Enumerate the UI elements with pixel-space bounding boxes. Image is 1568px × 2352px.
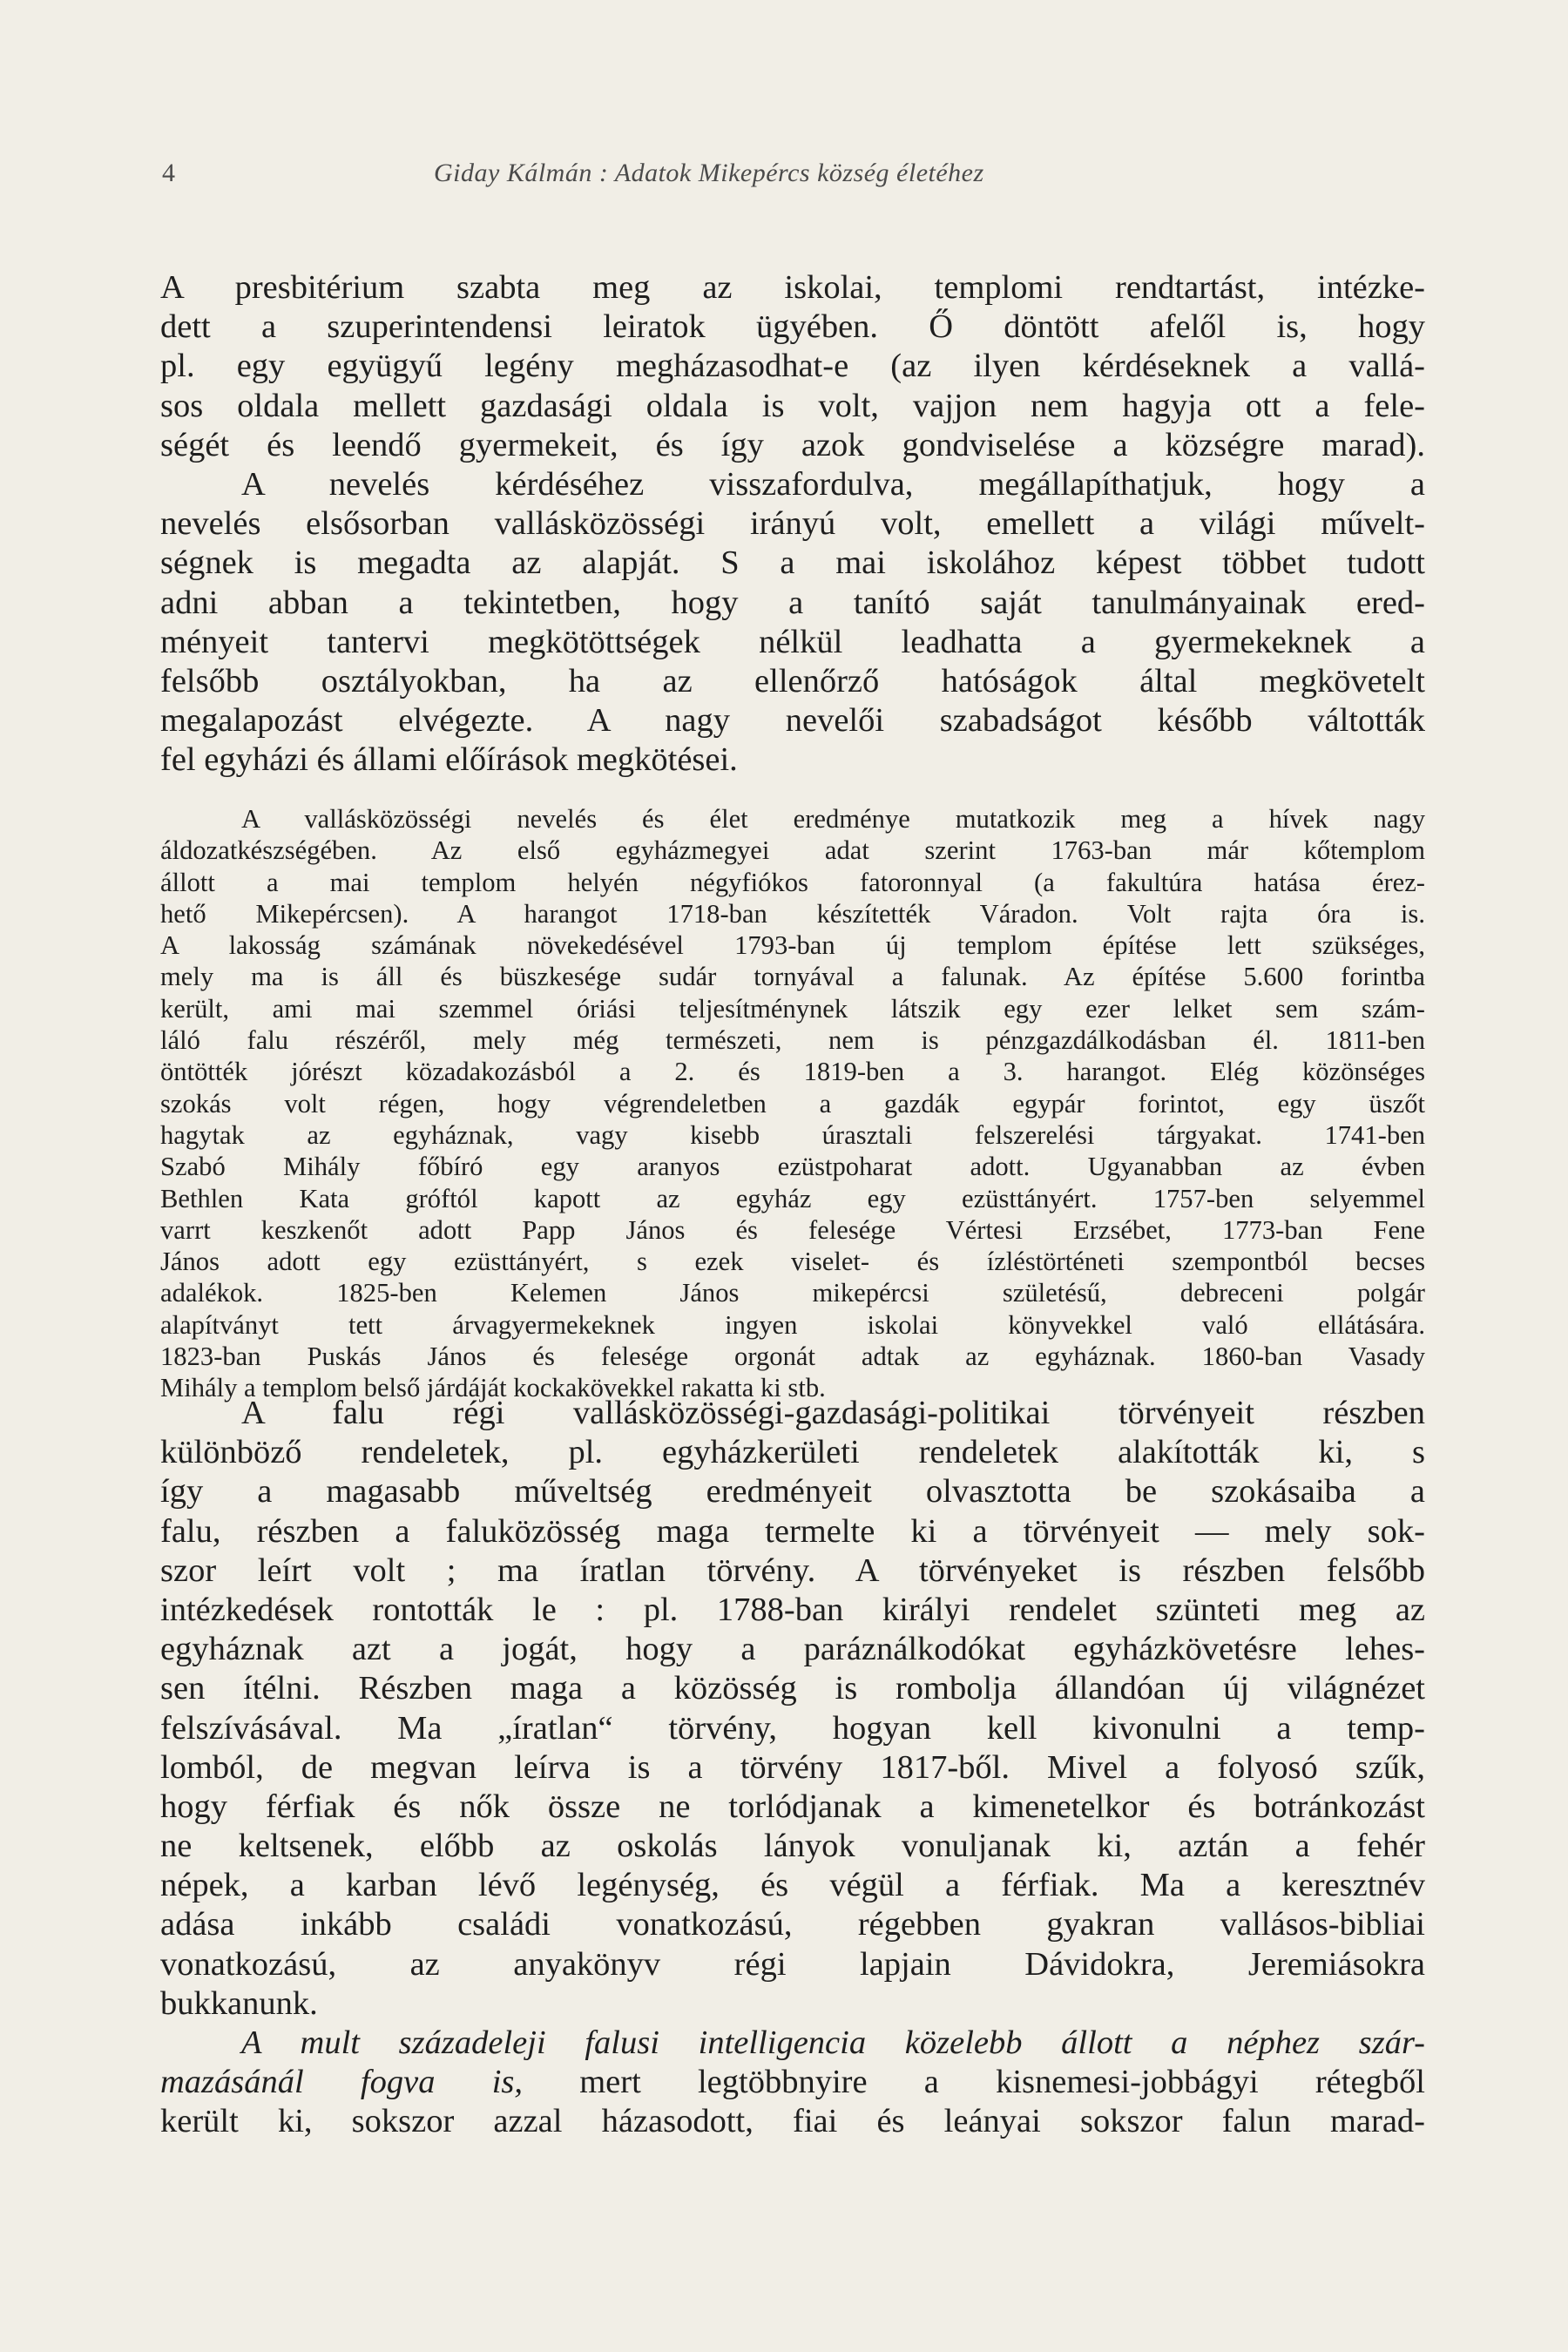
text-line: 1823-ban Puskás János és felesége orgonát adtak az egyháznak. 1860-ban Vasady xyxy=(160,1342,1425,1372)
text-line: öntötték jórészt közadakozásból a 2. és 1819-ben a 3. harangot. Elég közönséges xyxy=(160,1057,1425,1087)
text-line: ményeit tantervi megkötöttségek nélkül leadhatta a gyermekeknek a xyxy=(160,623,1425,660)
text-line: sos oldala mellett gazdasági oldala is volt, vajjon nem hagyja ott a fele- xyxy=(160,387,1425,424)
text-line: ségnek is megadta az alapját. S a mai iskolához képest többet tudott xyxy=(160,544,1425,582)
italic-text: mazásánál fogva is, xyxy=(160,2064,523,2101)
text-line: Bethlen Kata gróftól kapott az egyház egy ezüsttányért. 1757-ben selyemmel xyxy=(160,1183,1425,1213)
text-line: adása inkább családi vonatkozású, régebben gyakran vallásos-bibliai xyxy=(160,1906,1425,1943)
text-line: felszívásával. Ma „íratlan“ törvény, hogyan kell kivonulni a temp- xyxy=(160,1709,1425,1747)
text-line: népek, a karban lévő legénység, és végül a férfiak. Ma a keresztnév xyxy=(160,1867,1425,1904)
text-line: intézkedések rontották le : pl. 1788-ban királyi rendelet szünteti meg az xyxy=(160,1591,1425,1628)
text-line: ne keltsenek, előbb az oskolás lányok vonuljanak ki, aztán a fehér xyxy=(160,1828,1425,1865)
text-line: került, ami mai szemmel óriási teljesítménynek látszik egy ezer lelket sem szám- xyxy=(160,993,1425,1024)
text-span: mert legtöbbnyire a kisnemesi-jobbágyi rétegből xyxy=(523,2064,1425,2101)
text-line: Szabó Mihály főbíró egy aranyos ezüstpoharat adott. Ugyanabban az évben xyxy=(160,1152,1425,1182)
text-line: megalapozást elvégezte. A nagy nevelői szabadságot később váltották xyxy=(160,702,1425,740)
text-line: ségét és leendő gyermekeit, és így azok gondviselése a községre marad). xyxy=(160,426,1425,463)
text-line: hető Mikepércsen). A harangot 1718-ban készítették Váradon. Volt rajta óra is. xyxy=(160,898,1425,929)
text-line: egyháznak azt a jogát, hogy a paráználkodókat egyházkövetésre lehes- xyxy=(160,1631,1425,1668)
text-line: varrt keszkenőt adott Papp János és felesége Vértesi Erzsébet, 1773-ban Fene xyxy=(160,1214,1425,1245)
running-title: Giday Kálmán : Adatok Mikepércs község életéhez xyxy=(434,159,984,187)
page-number: 4 xyxy=(162,159,176,187)
text-line: adalékok. 1825-ben Kelemen János mikepércsi születésű, debreceni polgár xyxy=(160,1278,1425,1308)
italic-text: A mult századeleji falusi intelligencia közelebb állott a néphez szár- xyxy=(241,2024,1425,2061)
text-line: így a magasabb műveltség eredményeit olvasztotta be szokásaiba a xyxy=(160,1473,1425,1511)
text-line: hagytak az egyháznak, vagy kisebb úrasztali felszerelési tárgyakat. 1741-ben xyxy=(160,1119,1425,1150)
text-line: dett a szuperintendensi leiratok ügyében. Ő döntött afelől is, hogy xyxy=(160,308,1425,346)
italic-paragraph-line-3: került ki, sokszor azzal házasodott, fiai és leányai sokszor falun marad- xyxy=(160,2103,1425,2140)
text-line: A falu régi vallásközösségi-gazdasági-politikai törvényeit részben xyxy=(241,1395,1425,1431)
text-line: bukkanunk. xyxy=(160,1984,318,2022)
text-line: adni abban a tekintetben, hogy a tanító saját tanulmányainak ered- xyxy=(160,584,1425,621)
text-line: nevelés elsősorban vallásközösségi irányú volt, emellett a világi művelt- xyxy=(160,505,1425,543)
text-line: különböző rendeletek, pl. egyházkerületi rendeletek alakították ki, s xyxy=(160,1434,1425,1471)
text-line: A vallásközösségi nevelés és élet eredménye mutatkozik meg a hívek nagy xyxy=(241,804,1425,834)
text-line: áldozatkészségében. Az első egyházmegyei adat szerint 1763-ban már kőtemplom xyxy=(160,835,1425,866)
text-line: alapítványt tett árvagyermekeknek ingyen iskolai könyvekkel való ellátására. xyxy=(160,1309,1425,1340)
text-line: A nevelés kérdéséhez visszafordulva, megállapíthatjuk, hogy a xyxy=(241,465,1425,503)
text-line: pl. egy együgyű legény megházasodhat-e (az ilyen kérdéseknek a vallá- xyxy=(160,348,1425,385)
text-line: lomból, de megvan leírva is a törvény 1817-ből. Mivel a folyosó szűk, xyxy=(160,1748,1425,1786)
main-text-block-1 xyxy=(160,268,1425,780)
text-line: A lakosság számának növekedésével 1793-ban új templom építése lett szükséges, xyxy=(160,930,1425,961)
text-line: sen ítélni. Részben maga a közösség is rombolja állandóan új világnézet xyxy=(160,1670,1425,1707)
text-line: szor leírt volt ; ma íratlan törvény. A törvényeket is részben felsőbb xyxy=(160,1551,1425,1589)
text-line: állott a mai templom helyén négyfiókos fatoronnyal (a fakultúra hatása érez- xyxy=(160,867,1425,897)
text-line: vonatkozású, az anyakönyv régi lapjain Dávidokra, Jeremiásokra xyxy=(160,1945,1425,1983)
italic-paragraph-line-2 xyxy=(160,2063,1425,2102)
text-line: mely ma is áll és büszkesége sudár tornyával a falunak. Az építése 5.600 forintba xyxy=(160,962,1425,992)
text-line: fel egyházi és állami előírások megkötései. xyxy=(160,741,738,779)
small-print-block xyxy=(160,803,1425,1404)
text-line: falu, részben a faluközösség maga termelte ki a törvényeit — mely sok- xyxy=(160,1512,1425,1550)
text-line: János adott egy ezüsttányért, s ezek viselet- és ízléstörténeti szempontból becses xyxy=(160,1247,1425,1277)
main-text-block-2 xyxy=(160,1394,1425,2142)
text-line: szokás volt régen, hogy végrendeletben a gazdák egypár forintot, egy üszőt xyxy=(160,1088,1425,1119)
text-line: A presbitérium szabta meg az iskolai, templomi rendtartást, intézke- xyxy=(160,269,1425,306)
text-line: láló falu részéről, mely még természeti, nem is pénzgazdálkodásban él. 1811-ben xyxy=(160,1025,1425,1056)
page-header xyxy=(162,159,1416,193)
text-line: hogy férfiak és nők össze ne torlódjanak a kimenetelkor és botránkozást xyxy=(160,1788,1425,1825)
italic-paragraph-line-1 xyxy=(160,2024,1425,2063)
text-line: Mihály a templom belső járdáját kockakövekkel rakatta ki stb. xyxy=(160,1373,826,1403)
text-line: felsőbb osztályokban, ha az ellenőrző hatóságok által megkövetelt xyxy=(160,662,1425,700)
